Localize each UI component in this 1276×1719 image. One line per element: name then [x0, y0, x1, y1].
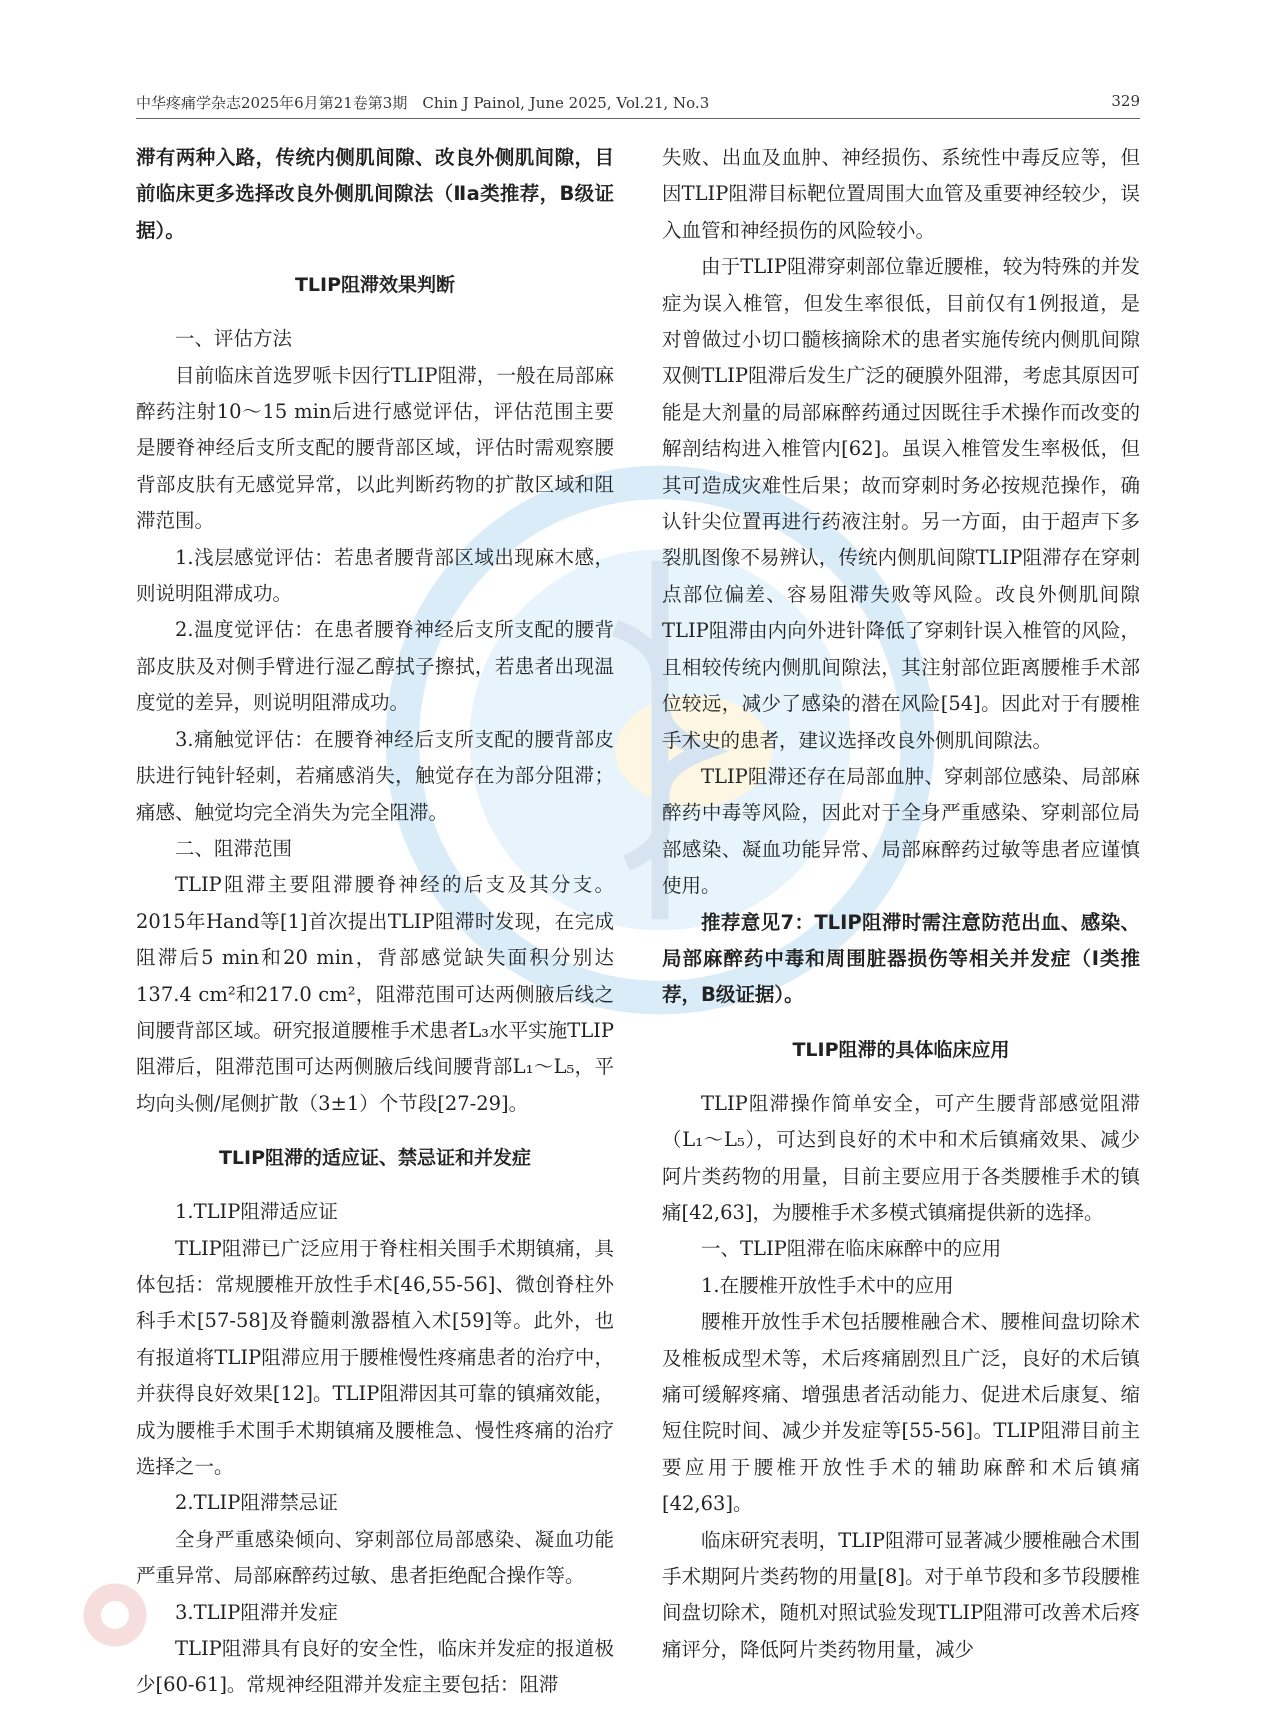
- paragraph: 全身严重感染倾向、穿刺部位局部感染、凝血功能严重异常、局部麻醉药过敏、患者拒绝配合操作等。: [136, 1527, 614, 1588]
- subsection-heading: 1.TLIP阻滞适应证: [175, 1200, 338, 1224]
- paragraph: 由于TLIP阻滞穿刺部位靠近腰椎，较为特殊的并发症为误入椎管，但发生率很低，目前仅有1例报道，是对曾做过小切口髓核摘除术的患者实施传统内侧肌间隙双侧TLIP阻滞后发生广泛的硬膜外阻滞，考虑其原因可能是大剂量的局部麻醉药通过因既往手术操作而改变的解剖结构进入椎管内[62]。虽误入椎管发生率极低，但其可造成灾难性后果；故而穿刺时务必按规范操作，确认针尖位置再进行药液注射。另一方面，由于超声下多裂肌图像不易辨认，传统内侧肌间隙TLIP阻滞存在穿刺点部位偏差、容易阻滞失败等风险。改良外侧肌间隙TLIP阻滞由内向外进针降低了穿刺针误入椎管的风险，且相较传统内侧肌间隙法，其注射部位距离腰椎手术部位较远，减少了感染的潜在风险[54]。因此对于有腰椎手术史的患者，建议选择改良外侧肌间隙法。: [662, 255, 1140, 752]
- subsection-heading: 一、TLIP阻滞在临床麻醉中的应用: [701, 1237, 1002, 1261]
- running-header: [136, 92, 1140, 116]
- section-heading: TLIP阻滞效果判断: [294, 274, 456, 297]
- page-number: 329: [1111, 92, 1140, 110]
- paragraph: TLIP阻滞具有良好的安全性，临床并发症的报道极少[60-61]。常规神经阻滞并发症主要包括：阻滞: [136, 1637, 614, 1697]
- subsection-heading: 2.TLIP阻滞禁忌证: [175, 1491, 338, 1515]
- paragraph: TLIP阻滞还存在局部血肿、穿刺部位感染、局部麻醉药中毒等风险，因此对于全身严重感染、穿刺部位局部感染、凝血功能异常、局部麻醉药过敏等患者应谨慎使用。: [662, 764, 1140, 898]
- recommendation: 推荐意见7：TLIP阻滞时需注意防范出血、感染、局部麻醉药中毒和周围脏器损伤等相关并发症（Ⅰ类推荐，B级证据）。: [662, 910, 1140, 1007]
- paragraph: 3.痛触觉评估：在腰脊神经后支所支配的腰背部皮肤进行钝针轻刺，若痛感消失，触觉存在为部分阻滞；痛感、触觉均完全消失为完全阻滞。: [136, 727, 614, 824]
- paragraph: 目前临床首选罗哌卡因行TLIP阻滞，一般在局部麻醉药注射10～15 min后进行感觉评估，评估范围主要是腰脊神经后支所支配的腰背部区域，评估时需观察腰背部皮肤有无感觉异常，以此判断药物的扩散区域和阻滞范围。: [136, 363, 614, 533]
- paragraph: TLIP阻滞操作简单安全，可产生腰背部感觉阻滞（L₁～L₅），可达到良好的术中和术后镇痛效果、减少阿片类药物的用量，目前主要应用于各类腰椎手术的镇痛[42,63]，为腰椎手术多模式镇痛提供新的选择。: [662, 1091, 1140, 1224]
- subsection-heading: 二、阻滞范围: [175, 836, 293, 860]
- paragraph: TLIP阻滞主要阻滞腰脊神经的后支及其分支。2015年Hand等[1]首次提出TLIP阻滞时发现，在完成阻滞后5 min和20 min，背部感觉缺失面积分别达137.4 cm²和217.0 cm²，阻滞范围可达两侧腋后线之间腰背部区域。研究报道腰椎手术患者L₃水平实施TLIP阻滞后，阻滞范围可达两侧腋后线间腰背部L₁～L₅，平均向头侧/尾侧扩散（3±1）个节段[27-29]。: [136, 873, 614, 1115]
- paragraph: 滞有两种入路，传统内侧肌间隙、改良外侧肌间隙，目前临床更多选择改良外侧肌间隙法（Ⅱa类推荐，B级证据）。: [136, 146, 614, 242]
- subsection-heading: 1.在腰椎开放性手术中的应用: [701, 1273, 954, 1297]
- journal-citation: 中华疼痛学杂志2025年6月第21卷第3期 Chin J Painol, June 2025, Vol.21, No.3: [136, 94, 710, 112]
- right-column: [662, 140, 1140, 1668]
- subsection-heading: 3.TLIP阻滞并发症: [175, 1600, 338, 1624]
- paragraph: 2.温度觉评估：在患者腰脊神经后支所支配的腰背部皮肤及对侧手臂进行湿乙醇拭子擦拭，若患者出现温度觉的差异，则说明阻滞成功。: [136, 618, 614, 715]
- paragraph: TLIP阻滞已广泛应用于脊柱相关围手术期镇痛，具体包括：常规腰椎开放性手术[46,55-56]、微创脊柱外科手术[57-58]及脊髓刺激器植入术[59]等。此外，也有报道将TLIP阻滞应用于腰椎慢性疼痛患者的治疗中，并获得良好效果[12]。TLIP阻滞因其可靠的镇痛效能，成为腰椎手术围手术期镇痛及腰椎急、慢性疼痛的治疗选择之一。: [136, 1236, 614, 1478]
- section-heading: TLIP阻滞的具体临床应用: [792, 1038, 1010, 1061]
- paragraph: 1.浅层感觉评估：若患者腰背部区域出现麻木感，则说明阻滞成功。: [136, 545, 614, 606]
- header-rule: [136, 118, 1140, 119]
- paragraph: 临床研究表明，TLIP阻滞可显著减少腰椎融合术围手术期阿片类药物的用量[8]。对于单节段和多节段腰椎间盘切除术，随机对照试验发现TLIP阻滞可改善术后疼痛评分，降低阿片类药物用量，减少: [662, 1528, 1140, 1661]
- paragraph: 腰椎开放性手术包括腰椎融合术、腰椎间盘切除术及椎板成型术等，术后疼痛剧烈且广泛，良好的术后镇痛可缓解疼痛、增强患者活动能力、促进术后康复、缩短住院时间、减少并发症等[55-56]。TLIP阻滞目前主要应用于腰椎开放性手术的辅助麻醉和术后镇痛[42,63]。: [662, 1310, 1140, 1516]
- left-column: [136, 140, 614, 1704]
- paragraph: 失败、出血及血肿、神经损伤、系统性中毒反应等，但因TLIP阻滞目标靶位置周围大血管及重要神经较少，误入血管和神经损伤的风险较小。: [662, 146, 1140, 242]
- section-heading: TLIP阻滞的适应证、禁忌证和并发症: [218, 1147, 532, 1170]
- subsection-heading: 一、评估方法: [175, 327, 293, 351]
- publisher-logo-icon: [80, 1580, 150, 1650]
